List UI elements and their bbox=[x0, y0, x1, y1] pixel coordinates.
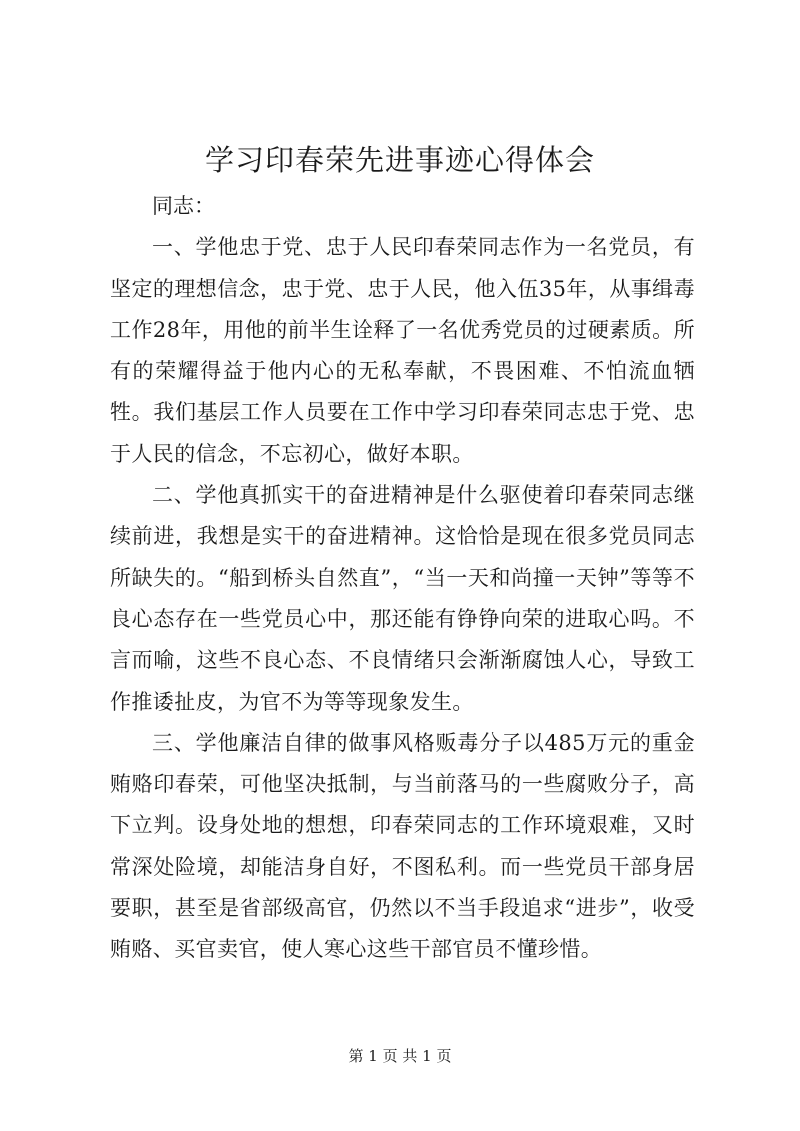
page-footer: 第 1 页 共 1 页 bbox=[348, 1047, 452, 1065]
document-title: 学习印春荣先进事迹心得体会 bbox=[204, 143, 595, 177]
paragraph-2: 二、学他真抓实干的奋进精神是什么驱使着印春荣同志继续前进，我想是实干的奋进精神。这恰恰是现在很多党员同志所缺失的。“船到桥头自然直”，“当一天和尚撞一天钟”等等不良心态存在一些党员心中，那还能有铮铮向荣的进取心吗。不言而喻，这些不良心态、不良情绪只会渐渐腐蚀人心，导致工作推诿扯皮，为官不为等等现象发生。 bbox=[110, 483, 695, 714]
salutation: 同志： bbox=[152, 194, 215, 218]
paragraph-3: 三、学他廉洁自律的做事风格贩毒分子以485万元的重金贿赂印春荣，可他坚决抵制，与当前落马的一些腐败分子，高下立判。设身处地的想想，印春荣同志的工作环境艰难，又时常深处险境，却能洁身自好，不图私利。而一些党员干部身居要职，甚至是省部级高官，仍然以不当手段追求“进步”，收受贿赂、买官卖官，使人寒心这些干部官员不懂珍惜。 bbox=[110, 730, 695, 962]
document-body bbox=[110, 186, 695, 971]
paragraph-1: 一、学他忠于党、忠于人民印春荣同志作为一名党员，有坚定的理想信念，忠于党、忠于人民，他入伍35年，从事缉毒工作28年，用他的前半生诠释了一名优秀党员的过硬素质。所有的荣耀得益于他内心的无私奉献，不畏困难、不怕流血牺牲。我们基层工作人员要在工作中学习印春荣同志忠于党、忠于人民的信念，不忘初心，做好本职。 bbox=[110, 235, 695, 466]
